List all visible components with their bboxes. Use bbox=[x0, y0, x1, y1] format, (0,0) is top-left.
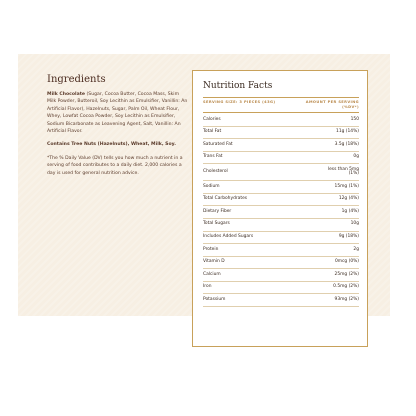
nutrient-label: Calories bbox=[203, 116, 221, 122]
nutrient-value: 0g bbox=[353, 154, 359, 160]
nutrient-label: Saturated Fat bbox=[203, 141, 233, 147]
nutrient-value: 9g (18%) bbox=[338, 234, 359, 240]
nutrition-row-calories bbox=[203, 114, 359, 127]
nutrition-row-saturated-fat bbox=[203, 139, 359, 152]
nutrient-label: Calcium bbox=[203, 271, 221, 277]
nutrient-label: Sodium bbox=[203, 183, 220, 189]
ingredients-list-rest: (Sugar, Cocoa Butter, Cocoa Mass, Skim Milk Powder, Butteroil, Soy Lecithin as Emulsifier, Vanillin: An Artificial Flavor), Hazelnuts, Sugar, Palm Oil, Wheat Flour, Whey, Lowfat Cocoa Powder, Soy Lecithin as Emulsifier, Sodium Bicarbonate as Leavening Agent, Salt, Vanillin: An Artificial Flavor. bbox=[47, 92, 188, 135]
nutrition-row-iron bbox=[203, 282, 359, 295]
nutrition-row-sodium bbox=[203, 181, 359, 194]
nutrient-value: 12g (4%) bbox=[338, 196, 359, 202]
nutrition-row-dietary-fiber bbox=[203, 206, 359, 219]
nutrient-label: Vitamin D bbox=[203, 259, 225, 265]
nutrient-value: 15mg (1%) bbox=[334, 183, 359, 189]
nutrient-label: Dietary Fiber bbox=[203, 208, 232, 214]
nutrition-header bbox=[203, 97, 359, 113]
nutrition-facts-card bbox=[192, 70, 368, 347]
nutrient-value: 10g bbox=[350, 221, 359, 227]
nutrition-rows bbox=[203, 114, 359, 307]
ingredients-section bbox=[47, 74, 189, 177]
nutrient-label: Potassium bbox=[203, 296, 226, 302]
nutrient-label: Cholesterol bbox=[203, 169, 228, 175]
nutrient-label: Total Carbohydrates bbox=[203, 196, 248, 202]
nutrient-value: 2g bbox=[353, 246, 359, 252]
ingredients-list bbox=[47, 91, 189, 135]
nutrient-label: Total Fat bbox=[203, 129, 222, 135]
nutrient-label: Includes Added Sugars bbox=[203, 234, 254, 240]
ingredients-title: Ingredients bbox=[47, 74, 106, 85]
ingredients-list-lead: Milk Chocolate bbox=[47, 92, 86, 97]
allergen-statement: Contains Tree Nuts (Hazelnuts), Wheat, Milk, Soy. bbox=[47, 142, 176, 148]
nutrient-value: 0.5mg (2%) bbox=[333, 284, 359, 290]
nutrient-value: 0mcg (0%) bbox=[334, 259, 359, 265]
nutrient-value: 11g (14%) bbox=[336, 129, 359, 135]
nutrition-row-added-sugars bbox=[203, 232, 359, 245]
nutrition-row-protein bbox=[203, 244, 359, 257]
nutrient-label: Protein bbox=[203, 246, 219, 252]
serving-size-label: SERVING SIZE: 3 PIECES (43G) bbox=[203, 100, 276, 104]
nutrition-row-cholesterol bbox=[203, 164, 359, 181]
nutrition-row-trans-fat bbox=[203, 152, 359, 165]
nutrition-row-potassium bbox=[203, 294, 359, 307]
nutrient-label: Total Sugars bbox=[203, 221, 230, 227]
nutrition-facts-title: Nutrition Facts bbox=[203, 81, 273, 91]
nutrient-value: less than 5mg (1%) bbox=[327, 166, 359, 177]
nutrition-row-total-fat bbox=[203, 127, 359, 140]
nutrient-label: Iron bbox=[203, 284, 212, 290]
nutrient-value: 93mg (2%) bbox=[334, 296, 359, 302]
nutrient-label: Trans Fat bbox=[203, 154, 223, 160]
nutrition-row-calcium bbox=[203, 269, 359, 282]
nutrient-value: 3.5g (18%) bbox=[334, 141, 359, 147]
nutrition-row-total-carbohydrates bbox=[203, 194, 359, 207]
nutrient-value: 25mg (2%) bbox=[334, 271, 359, 277]
nutrition-row-total-sugars bbox=[203, 219, 359, 232]
nutrient-value: 1g (4%) bbox=[341, 208, 359, 214]
amount-per-serving-label: AMOUNT PER SERVING (%DV*) bbox=[305, 100, 359, 109]
nutrition-row-vitamin-d bbox=[203, 257, 359, 270]
nutrient-value: 150 bbox=[350, 116, 359, 122]
daily-value-note: *The % Daily Value (DV) tells you how much a nutrient in a serving of food contributes to a daily diet. 2,000 calories a day is used for general nutrition advice. bbox=[47, 155, 183, 176]
